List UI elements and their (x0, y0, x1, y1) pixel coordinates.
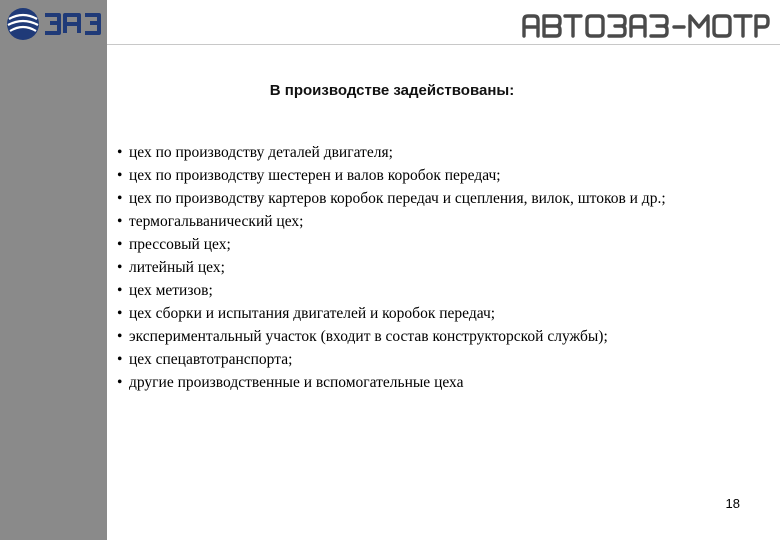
list-item-text: другие производственные и вспомогательные цеха (129, 374, 464, 391)
bullet-icon: • (117, 167, 123, 184)
left-sidebar-band (0, 0, 107, 540)
header-divider (107, 44, 780, 45)
bullet-icon: • (117, 305, 123, 322)
page-title: В производстве задействованы: (269, 82, 515, 99)
bullet-icon: • (117, 236, 123, 253)
zaz-logo (3, 5, 107, 43)
list-item-text: прессовый цех; (129, 236, 231, 253)
list-item-text: экспериментальный участок (входит в состав конструкторской службы); (129, 328, 608, 345)
list-item-text: цех по производству деталей двигателя; (129, 144, 393, 161)
bullet-icon: • (117, 190, 123, 207)
list-item (117, 371, 717, 394)
bullet-icon: • (117, 282, 123, 299)
autozaz-motor-logo-icon (520, 10, 770, 40)
list-item (117, 325, 717, 348)
list-item (117, 348, 717, 371)
list-item-text: цех метизов; (129, 282, 213, 299)
zaz-logo-icon (3, 5, 107, 43)
list-item-text: цех по производству картеров коробок передач и сцепления, вилок, штоков и др.; (129, 190, 666, 207)
list-item-text: цех сборки и испытания двигателей и коробок передач; (129, 305, 496, 322)
bullet-icon: • (117, 213, 123, 230)
list-item-text: цех спецавтотранспорта; (129, 351, 293, 368)
list-item (117, 279, 717, 302)
list-item (117, 141, 717, 164)
list-item-text: цех по производству шестерен и валов коробок передач; (129, 167, 501, 184)
page-number: 18 (725, 496, 740, 511)
bullet-icon: • (117, 374, 123, 391)
bullet-icon: • (117, 144, 123, 161)
list-item-text: литейный цех; (129, 259, 225, 276)
production-units-list (117, 141, 717, 394)
bullet-icon: • (117, 351, 123, 368)
autozaz-motor-logo (520, 10, 770, 40)
bullet-icon: • (117, 259, 123, 276)
list-item (117, 187, 717, 210)
list-item-text: термогальванический цех; (129, 213, 304, 230)
list-item (117, 164, 717, 187)
list-item (117, 233, 717, 256)
list-item (117, 302, 717, 325)
bullet-icon: • (117, 328, 123, 345)
list-item (117, 210, 717, 233)
list-item (117, 256, 717, 279)
